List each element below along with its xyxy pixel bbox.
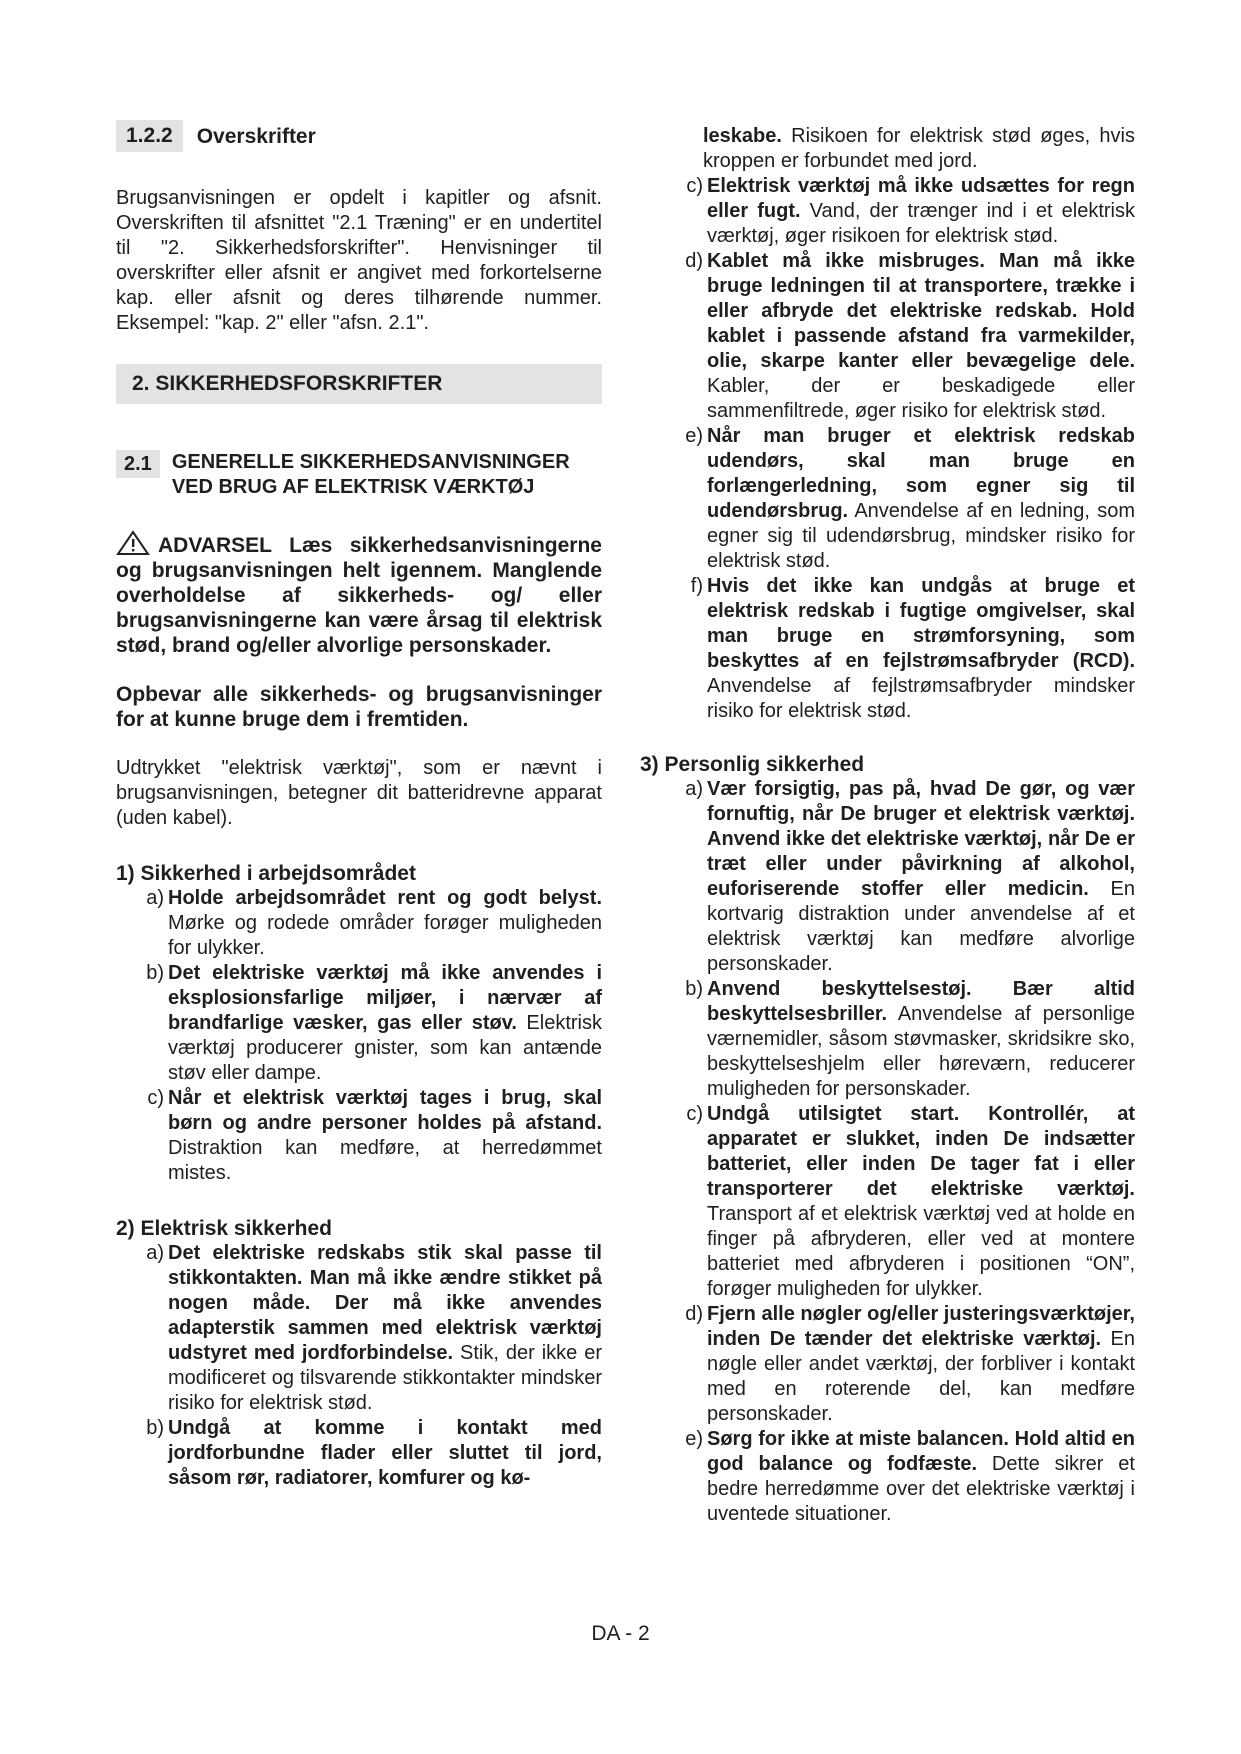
warning-text: ADVARSEL Læs sikkerhedsanvisningerne og brugsanvisningen helt igennem. Manglende overholdelse af sikkerheds- og/ eller brugsanvisningerne kan være årsag til elektrisk stød, brand og/eller alvorlige personskader. [116,534,602,657]
section-title: GENERELLE SIKKERHEDSANVISNINGER VED BRUG AF ELEKTRISK VÆRKTØJ [171,451,570,498]
item-text: Anvendelse af en ledning, som egner sig til udendørsbrug, mindsker risiko for elektrisk stød. [707,500,1135,572]
left-column [116,120,602,1491]
list-item [640,977,1135,1102]
list-item [138,961,602,1086]
intro-paragraph: Brugsanvisningen er opdelt i kapitler og afsnit. Overskriften til afsnittet "2.1 Træning" er en undertitel til "2. Sikkerhedsforskrifter". Henvisninger til overskrifter eller afsnit er angivet med forkortelserne kap. eller afsnit og deres tilhørende nummer. Eksempel: "kap. 2" eller "afsn. 2.1". [116,187,602,334]
item-label: f) [690,575,703,597]
term-paragraph: Udtrykket "elektrisk værktøj", som er nævnt i brugsanvisningen, betegner dit batteridrevne apparat (uden kabel). [116,757,602,829]
chapter-2-heading: 2. SIKKERHEDSFORSKRIFTER [116,364,602,404]
item-text: Stik, der ikke er modificeret og tilsvarende stikkontakter mindsker risiko for elektrisk stød. [168,1342,602,1414]
item-text: Kabler, der er beskadigede eller sammenfiltrede, øger risiko for elektrisk stød. [707,375,1135,422]
section-number: 2.1 [116,450,160,478]
section-1-2-2-heading [116,120,602,152]
item-bold: Kablet må ikke misbruges. Man må ikke bruge ledningen til at transportere, trække i eller afbryde det elektriske redskab. Hold kablet i passende afstand fra varmekilder, olie, skarpe kanter eller bevægelige dele. [707,250,1135,372]
item-bold: leskabe. [703,125,782,147]
right-column [640,124,1135,1527]
list-item [640,1427,1135,1527]
item-text: Risikoen for elektrisk stød øges, hvis kroppen er forbundet med jord. [703,125,1135,172]
item-label: b) [146,1417,164,1439]
item-label: b) [146,962,164,984]
item-bold: Vær forsigtig, pas på, hvad De gør, og vær fornuftig, når De bruger et elektrisk værktøj. Anvend ikke det elektriske værktøj, når De er træt eller under påvirkning af alkohol, euforiserende stoffer eller medicin. [707,778,1135,900]
item-text: Vand, der trænger ind i et elektrisk værktøj, øger risikoen for elektrisk stød. [707,200,1135,247]
list-item [138,1416,602,1491]
item-label: d) [685,250,703,272]
item-bold: Elektrisk værktøj må ikke udsættes for regn eller fugt. [707,175,1135,222]
item-text: En kortvarig distraktion under anvendelse af et elektrisk værktøj kan medføre alvorlige personskader. [707,878,1135,975]
continued-item [640,124,1135,174]
section-title: Overskrifter [196,125,316,148]
warning-paragraph [116,530,602,658]
item-label: d) [685,1303,703,1325]
item-text: Transport af et elektrisk værktøj ved at holde en finger på afbryderen, eller ved at montere batteriet med afbryderen i positionen “ON”, forøger muligheden for ulykker. [707,1203,1135,1300]
page-number: DA - 2 [591,1622,650,1645]
item-text: Anvendelse af fejlstrømsafbryder mindsker risiko for elektrisk stød. [707,675,1135,722]
list-item [138,886,602,961]
list-item [640,574,1135,724]
item-bold: Undgå at komme i kontakt med jordforbundne flader eller sluttet til jord, såsom rør, radiatorer, komfurer og kø- [168,1417,602,1489]
item-label: e) [685,1428,703,1450]
item-bold: Når man bruger et elektrisk redskab udendørs, skal man bruge en forlængerledning, som egner sig til udendørsbrug. [707,425,1135,522]
item-label: c) [686,175,703,197]
section-2-heading: 2) Elektrisk sikkerhed [116,1217,332,1240]
item-bold: Det elektriske værktøj må ikke anvendes i eksplosionsfarlige miljøer, i nærvær af brandfarlige væsker, gas eller støv. [168,962,602,1034]
item-bold: Når et elektrisk værktøj tages i brug, skal børn og andre personer holdes på afstand. [168,1087,602,1134]
list-item [138,1086,602,1186]
list-item [640,1302,1135,1427]
item-bold: Hvis det ikke kan undgås at bruge et elektrisk redskab i fugtige omgivelser, skal man bruge en strømforsyning, som beskyttes af en fejlstrømsafbryder (RCD). [707,575,1135,672]
section-3-heading: 3) Personlig sikkerhed [640,753,865,776]
item-bold: Anvend beskyttelsestøj. Bær altid beskyttelsesbriller. [707,978,1135,1025]
item-bold: Undgå utilsigtet start. Kontrollér, at apparatet er slukket, inden De indsætter batteriet, eller inden De tager fat i eller transporterer det elektriske værktøj. [707,1103,1135,1200]
item-label: c) [686,1103,703,1125]
item-label: c) [147,1087,164,1109]
list-item [640,174,1135,249]
item-text: Dette sikrer et bedre herredømme over det elektriske værktøj i uventede situationer. [707,1453,1135,1525]
list-item [640,249,1135,424]
item-bold: Sørg for ikke at miste balancen. Hold altid en god balance og fodfæste. [707,1428,1135,1475]
item-label: a) [146,1242,164,1264]
section-2-1-heading [116,450,602,500]
item-text: Distraktion kan medføre, at herredømmet mistes. [168,1137,602,1184]
item-label: e) [685,425,703,447]
warning-triangle-icon [116,530,150,556]
item-label: b) [685,978,703,1000]
section-number: 1.2.2 [116,120,183,152]
section-1-heading: 1) Sikkerhed i arbejdsområdet [116,862,416,885]
list-item [640,424,1135,574]
item-label: a) [146,887,164,909]
item-text: Mørke og rodede områder forøger muligheden for ulykker. [168,912,602,959]
list-item [640,1102,1135,1302]
item-bold: Holde arbejdsområdet rent og godt belyst. [168,887,602,909]
item-text: En nøgle eller andet værktøj, der forbliver i kontakt med en roterende del, kan medføre personskader. [707,1328,1135,1425]
item-text: Elektrisk værktøj producerer gnister, som kan antænde støv eller dampe. [168,1012,602,1084]
item-bold: Fjern alle nøgler og/eller justeringsværktøjer, inden De tænder det elektriske værktøj. [707,1303,1135,1350]
list-item [640,777,1135,977]
item-label: a) [685,778,703,800]
item-bold: Det elektriske redskabs stik skal passe til stikkontakten. Man må ikke ændre stikket på nogen måde. Der må ikke anvendes adapterstik sammen med elektrisk værktøj udstyret med jordforbindelse. [168,1242,602,1364]
keep-instructions: Opbevar alle sikkerheds- og brugsanvisninger for at kunne bruge dem i fremtiden. [116,683,602,731]
item-text: Anvendelse af personlige værnemidler, såsom støvmasker, skridsikre sko, beskyttelseshjelm eller høreværn, reducerer muligheden for personskader. [707,1003,1135,1100]
list-item [138,1241,602,1416]
